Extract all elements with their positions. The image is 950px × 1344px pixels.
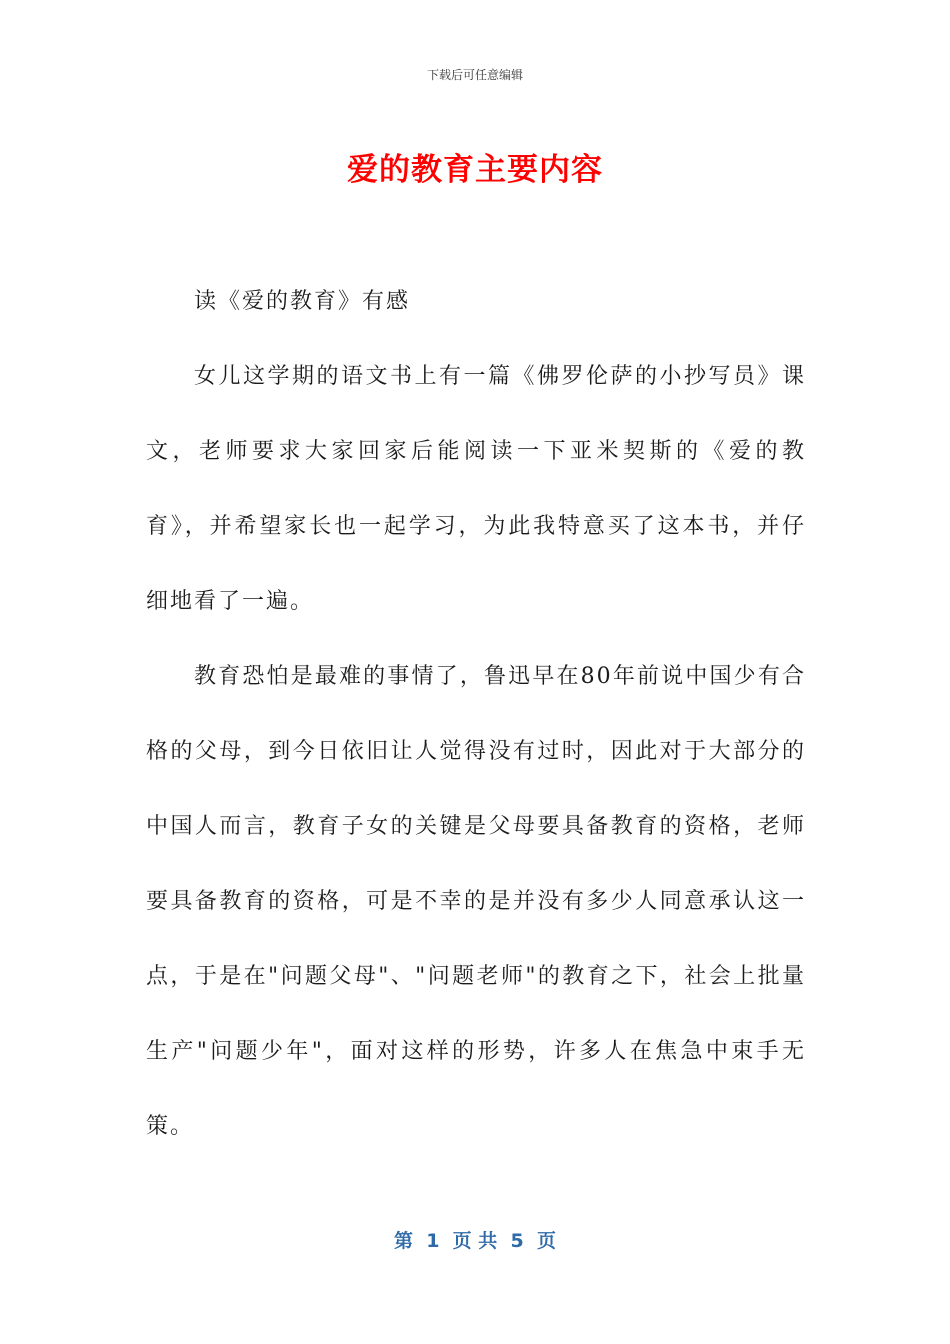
page-number-footer: 第 1 页 共 5 页 — [394, 1230, 556, 1252]
paragraph-2: 教育恐怕是最难的事情了，鲁迅早在80年前说中国少有合格的父母，到今日依旧让人觉得没有过时，因此对于大部分的中国人而言，教育子女的关键是父母要具备教育的资格，老师要具备教育的资格，可是不幸的是并没有多少人同意承认这一点，于是在"问题父母"、"问题老师"的教育之下，社会上批量生产"问题少年"，面对这样的形势，许多人在焦急中束手无策。 — [146, 664, 806, 1139]
paragraph-subtitle: 读《爱的教育》有感 — [194, 289, 411, 314]
document-title: 爱的教育主要内容 — [347, 152, 603, 188]
page-header-note: 下载后可任意编辑 — [426, 68, 523, 82]
paragraph-1: 女儿这学期的语文书上有一篇《佛罗伦萨的小抄写员》课文，老师要求大家回家后能阅读一下亚米契斯的《爱的教育》，并希望家长也一起学习，为此我特意买了这本书，并仔细地看了一遍。 — [146, 364, 806, 614]
document-body — [146, 264, 806, 1164]
